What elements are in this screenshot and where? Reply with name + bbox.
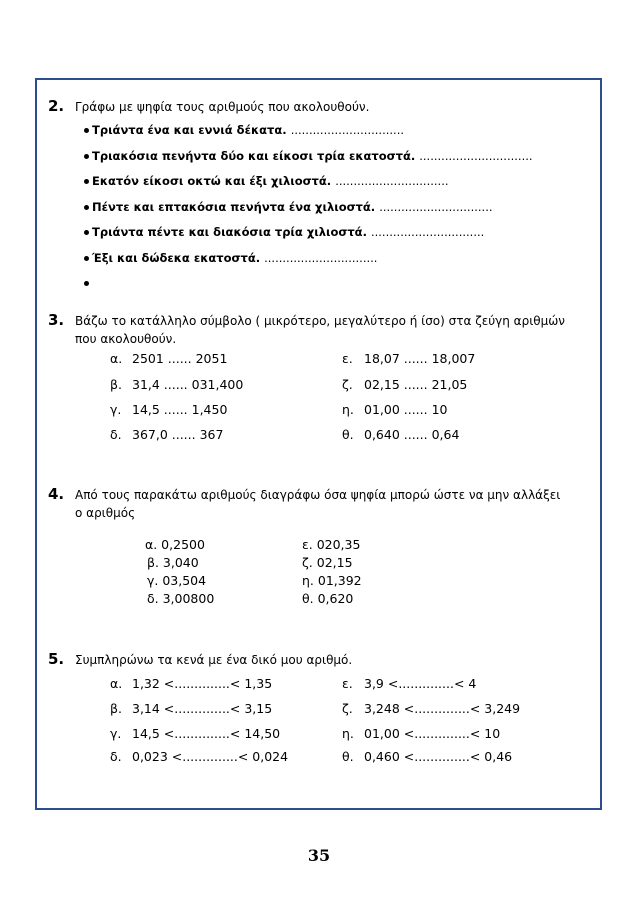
list-item bbox=[92, 148, 533, 174]
fill-in-item[interactable]: ζ. 3,248 <..............< 3,249 bbox=[342, 701, 521, 716]
comparison-item[interactable]: α. 2501 ...... 2051 bbox=[110, 351, 228, 366]
item-text: Τριάντα πέντε και διακόσια τρία χιλιοστά. bbox=[92, 225, 367, 239]
bullet-icon bbox=[84, 128, 89, 133]
item-text: Τριάντα ένα και εννιά δέκατα. bbox=[92, 123, 287, 137]
comparison-item[interactable]: θ. 0,640 ...... 0,64 bbox=[342, 427, 460, 442]
item-text: Τριακόσια πενήντα δύο και είκοσι τρία εκατοστά. bbox=[92, 148, 416, 163]
fill-in-item[interactable]: θ. 0,460 <..............< 0,46 bbox=[342, 749, 513, 764]
item-text: Εκατόν είκοσι οκτώ και έξι χιλιοστά. bbox=[92, 174, 332, 188]
list-item bbox=[92, 122, 533, 148]
section-4-intro: Από τους παρακάτω αριθμούς διαγράφω όσα ψηφία μπορώ ώστε να μην αλλάξει ο αριθμός bbox=[75, 488, 561, 520]
bullet-icon bbox=[84, 256, 89, 261]
answer-blank[interactable]: ............................... bbox=[419, 148, 533, 163]
number-item[interactable]: ε. 020,35 bbox=[302, 537, 361, 552]
comparison-item[interactable]: δ. 367,0 ...... 367 bbox=[110, 427, 224, 442]
list-item bbox=[92, 250, 533, 276]
bullet-icon bbox=[84, 154, 89, 159]
section-2-number: 2. bbox=[48, 97, 65, 115]
section-3-number: 3. bbox=[48, 311, 65, 329]
item-text: Πέντε και επτακόσια πενήντα ένα χιλιοστά. bbox=[92, 199, 376, 214]
section-2-intro: Γράφω με ψηφία τους αριθμούς που ακολουθούν. bbox=[75, 100, 370, 114]
bullet-icon bbox=[84, 281, 89, 286]
section-4-number: 4. bbox=[48, 485, 65, 503]
number-item[interactable]: δ. 3,00800 bbox=[147, 591, 215, 606]
list-item bbox=[92, 224, 533, 250]
comparison-item[interactable]: ε. 18,07 ...... 18,007 bbox=[342, 351, 476, 366]
section-5-intro: Συμπληρώνω τα κενά με ένα δικό μου αριθμό. bbox=[75, 653, 353, 667]
fill-in-item[interactable]: ε. 3,9 <..............< 4 bbox=[342, 676, 477, 691]
fill-in-item[interactable]: β. 3,14 <..............< 3,15 bbox=[110, 701, 273, 716]
item-text: Έξι και δώδεκα εκατοστά. bbox=[92, 250, 261, 265]
section-3-intro: Βάζω το κατάλληλο σύμβολο ( μικρότερο, μεγαλύτερο ή ίσο) στα ζεύγη αριθμών που ακολουθούν. bbox=[75, 314, 565, 346]
answer-blank[interactable]: ............................... bbox=[370, 225, 485, 239]
number-item[interactable]: θ. 0,620 bbox=[302, 591, 354, 606]
section-2-list bbox=[92, 122, 533, 301]
answer-blank[interactable]: ............................... bbox=[290, 123, 405, 137]
fill-in-item[interactable]: η. 01,00 <..............< 10 bbox=[342, 726, 501, 741]
list-item bbox=[92, 199, 533, 225]
list-item bbox=[92, 173, 533, 199]
comparison-item[interactable]: ζ. 02,15 ...... 21,05 bbox=[342, 377, 468, 392]
answer-blank[interactable]: ............................... bbox=[335, 174, 449, 188]
answer-blank[interactable]: ............................... bbox=[379, 199, 493, 214]
list-item bbox=[92, 275, 533, 301]
number-item[interactable]: γ. 03,504 bbox=[147, 573, 207, 588]
bullet-icon bbox=[84, 230, 89, 235]
bullet-icon bbox=[84, 205, 89, 210]
comparison-item[interactable]: γ. 14,5 ...... 1,450 bbox=[110, 402, 228, 417]
number-item[interactable]: β. 3,040 bbox=[147, 555, 199, 570]
fill-in-item[interactable]: δ. 0,023 <..............< 0,024 bbox=[110, 749, 289, 764]
fill-in-item[interactable]: γ. 14,5 <..............< 14,50 bbox=[110, 726, 281, 741]
comparison-item[interactable]: β. 31,4 ...... 031,400 bbox=[110, 377, 244, 392]
bullet-icon bbox=[84, 179, 89, 184]
number-item[interactable]: α. 0,2500 bbox=[145, 537, 205, 552]
section-5-number: 5. bbox=[48, 650, 65, 668]
comparison-item[interactable]: η. 01,00 ...... 10 bbox=[342, 402, 448, 417]
answer-blank[interactable]: ............................... bbox=[264, 250, 378, 265]
page-number: 35 bbox=[307, 846, 331, 865]
number-item[interactable]: ζ. 02,15 bbox=[302, 555, 353, 570]
number-item[interactable]: η. 01,392 bbox=[302, 573, 362, 588]
fill-in-item[interactable]: α. 1,32 <..............< 1,35 bbox=[110, 676, 273, 691]
